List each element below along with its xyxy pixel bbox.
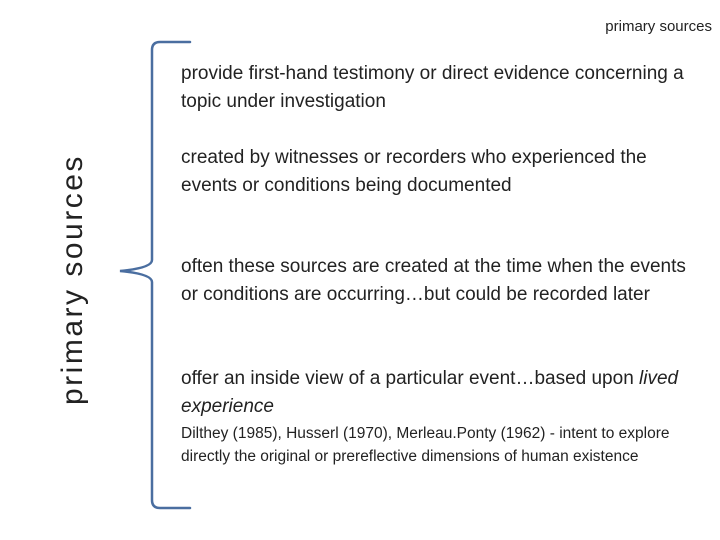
bullet-item-first-hand: provide first-hand testimony or direct evidence concerning a topic under investigation (181, 63, 684, 112)
emphasis-text: lived experience (181, 368, 679, 417)
bullet-item-time-created: often these sources are created at the time when the events or conditions are occurring…but could be recorded later (181, 256, 686, 305)
vertical-title: primary sources (56, 154, 89, 405)
header-title: primary sources (605, 18, 712, 35)
citation-text: Dilthey (1985), Husserl (1970), Merleau.Ponty (1962) - intent to explore directly the original or prereflective dimensions of human existence (181, 425, 670, 465)
bullet-text: offer an inside view of a particular event…based upon (181, 368, 640, 389)
bullet-item-inside-view (181, 365, 706, 421)
bullet-item-witnesses: created by witnesses or recorders who experienced the events or conditions being documented (181, 147, 647, 196)
